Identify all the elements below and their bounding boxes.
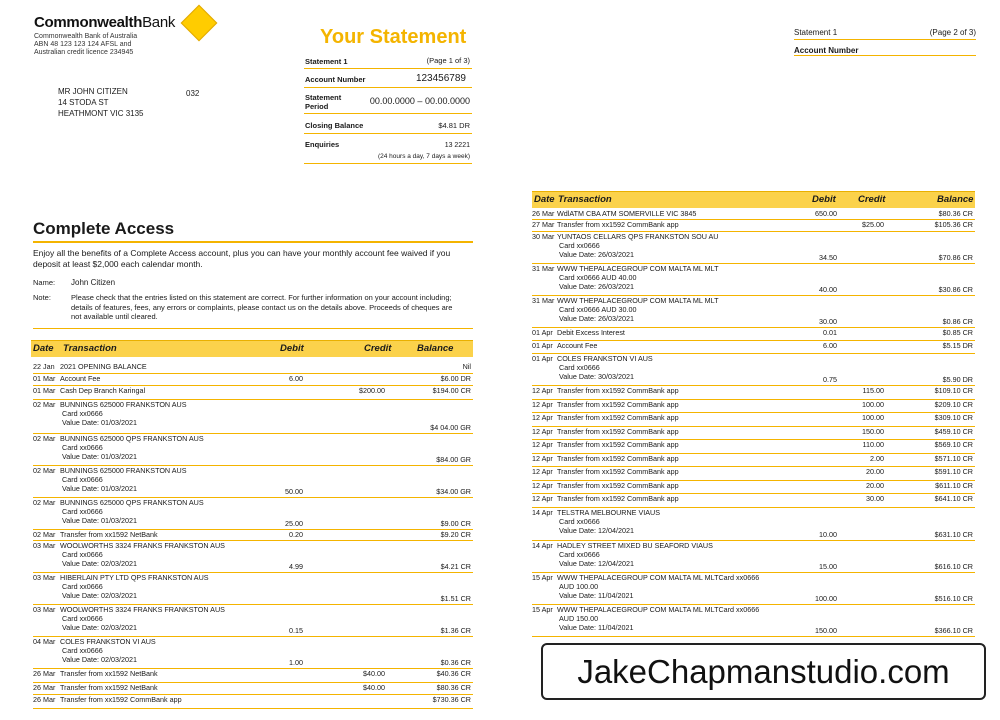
transaction-detail: Card xx0666 [559,550,600,559]
transaction-date: 12 Apr [532,440,553,449]
bank-details [34,33,175,57]
page-indicator: (Page 2 of 3) [929,28,976,37]
transaction-date: 01 Apr [532,328,553,337]
transaction-balance: $309.10 CR [934,413,973,422]
transaction-detail: Value Date: 26/03/2021 [559,314,634,323]
statement-period-value: 00.00.0000 – 00.00.0000 [369,96,470,106]
transaction-balance: $571.10 CR [934,454,973,463]
transaction-description: Transfer from xx1592 CommBank app [557,454,679,463]
watermark: JakeChapmanstudio.com [541,643,986,700]
account-title: Complete Access [33,219,175,238]
transaction-description: Transfer from xx1592 CommBank app [557,494,679,503]
transaction-date: 12 Apr [532,427,553,436]
transaction-date: 02 Mar [33,466,56,475]
transaction-description: Transfer from xx1592 CommBank app [60,695,182,704]
transaction-date: 14 Apr [532,508,553,517]
transaction-detail: Card xx0666 [62,614,103,623]
transaction-description: WWW THEPALACEGROUP COM MALTA ML MLT [557,264,719,273]
transaction-description: TELSTRA MELBOURNE VIAUS [557,508,661,517]
transaction-row [33,466,473,498]
transaction-balance: $1.51 CR [440,594,471,603]
transaction-detail: Value Date: 02/03/2021 [62,559,137,568]
transaction-row [33,683,473,695]
period-label-line: Period [305,102,329,111]
transaction-row [33,573,473,605]
transaction-balance: $0.86 CR [942,317,973,326]
name-label: Name: [33,278,56,287]
transaction-balance: $30.86 CR [938,285,973,294]
transaction-date: 02 Mar [33,400,56,409]
transaction-credit: 150.00 [862,427,884,436]
closing-balance-value: $4.81 DR [438,121,470,130]
transaction-detail: Value Date: 12/04/2021 [559,559,634,568]
transaction-row [33,386,473,400]
transaction-date: 31 Mar [532,296,555,305]
transaction-balance: $9.20 CR [440,530,471,539]
enquiries-row [304,134,472,164]
transaction-balance: $40.36 CR [436,669,471,678]
transaction-debit: 6.00 [823,341,837,350]
header-transaction: Transaction [558,194,612,205]
transaction-debit: 0.01 [823,328,837,337]
header-date: Date [33,343,54,354]
transaction-debit: 0.20 [289,530,303,539]
transaction-balance: $569.10 CR [934,440,973,449]
note-line: not available until cleared. [71,312,158,321]
transaction-balance: $516.10 CR [934,594,973,603]
transaction-description: YUNTAOS CELLARS QPS FRANKSTON SOU AU [557,232,719,241]
transaction-debit: 0.75 [823,375,837,384]
page-indicator: (Page 1 of 3) [426,56,470,65]
transaction-balance: $105.36 CR [934,220,973,229]
transaction-credit: 100.00 [862,413,884,422]
transaction-detail: Value Date: 01/03/2021 [62,484,137,493]
closing-balance-row [304,114,472,134]
transaction-credit: $40.00 [363,669,385,678]
transaction-balance: $6.00 DR [440,374,471,383]
transaction-description: Transfer from xx1592 NetBank [60,683,158,692]
transaction-row [33,637,473,669]
transaction-balance: $34.00 GR [436,487,471,496]
transaction-row [532,400,975,413]
transaction-description: HADLEY STREET MIXED BU SEAFORD VIAUS [557,541,713,550]
transaction-balance: $366.10 CR [934,626,973,635]
page2-header [794,26,976,56]
transaction-date: 12 Apr [532,454,553,463]
name-row [33,278,473,288]
statement-period-label [305,93,341,111]
transaction-description: WOOLWORTHS 3324 FRANKS FRANKSTON AUS [60,605,225,614]
transaction-description: WOOLWORTHS 3324 FRANKS FRANKSTON AUS [60,541,225,550]
transaction-debit: 4.99 [289,562,303,571]
statement-number: Statement 1 [794,28,838,37]
header-balance: Balance [937,194,974,205]
transaction-description: Account Fee [557,341,598,350]
transaction-date: 03 Mar [33,605,56,614]
transaction-date: 01 Apr [532,354,553,363]
transaction-credit: 30.00 [866,494,884,503]
transaction-row [532,481,975,494]
transaction-description: WWW THEPALACEGROUP COM MALTA ML MLTCard xx0666 [557,605,760,614]
transaction-detail: Card xx0666 [62,443,103,452]
transaction-detail: Value Date: 02/03/2021 [62,623,137,632]
transaction-detail: Value Date: 02/03/2021 [62,591,137,600]
transaction-row [33,498,473,530]
transaction-detail: Value Date: 12/04/2021 [559,526,634,535]
transaction-balance: $70.86 CR [938,253,973,262]
address-line: MR JOHN CITIZEN [58,87,128,96]
transaction-balance: $194.00 CR [432,386,471,395]
header-debit: Debit [280,343,304,354]
account-intro: Enjoy all the benefits of a Complete Access account, plus you can have your monthly account fee waived if you deposit at least $2,000 each calendar month. [33,248,451,269]
statement-page-2 [510,0,1000,720]
transaction-credit: $25.00 [862,220,884,229]
transaction-debit: 30.00 [819,317,837,326]
statement-number-row [304,54,472,69]
transaction-row [532,328,975,341]
transaction-credit: 115.00 [862,386,884,395]
transaction-date: 15 Apr [532,573,553,582]
statement-title: Your Statement [320,26,467,48]
note-row [33,293,473,323]
transaction-credit: $200.00 [359,386,385,395]
transaction-description: WWW THEPALACEGROUP COM MALTA ML MLTCard xx0666 [557,573,760,582]
transaction-row [33,362,473,374]
bank-logo-word [34,14,175,31]
transaction-date: 22 Jan [33,362,55,371]
enquiries-hours: (24 hours a day, 7 days a week) [377,153,470,160]
transaction-description: BUNNINGS 625000 QPS FRANKSTON AUS [60,434,204,443]
transaction-debit: 1.00 [289,658,303,667]
transaction-balance: $616.10 CR [934,562,973,571]
transaction-row [532,232,975,264]
header-date: Date [534,194,555,205]
transaction-date: 12 Apr [532,400,553,409]
transaction-date: 15 Apr [532,605,553,614]
transaction-balance: $631.10 CR [934,530,973,539]
transaction-balance: $641.10 CR [934,494,973,503]
transaction-description: BUNNINGS 625000 FRANKSTON AUS [60,466,187,475]
transaction-balance: $459.10 CR [934,427,973,436]
transaction-detail: AUD 150.00 [559,614,599,623]
address-line: 14 STODA ST [58,98,109,107]
transaction-date: 14 Apr [532,541,553,550]
transaction-row [33,374,473,386]
transaction-row [532,508,975,541]
note-line: details of features, fees, any errors or complaints, please contact us on the details above. Proceeds of cheques are [71,302,453,312]
transaction-detail: Card xx0666 [62,582,103,591]
transaction-debit: 650.00 [815,209,837,218]
account-number-row [304,69,472,88]
transaction-detail: Value Date: 01/03/2021 [62,452,137,461]
transaction-date: 12 Apr [532,481,553,490]
transaction-row [33,605,473,637]
transaction-row [532,467,975,481]
transaction-credit: $40.00 [363,683,385,692]
transaction-balance: $611.10 CR [935,481,973,490]
transaction-debit: 40.00 [819,285,837,294]
transaction-detail: Card xx0666 [559,241,600,250]
enquiries-phone: 13 2221 [444,142,470,149]
transaction-row [33,530,473,541]
bank-details-line: ABN 48 123 123 124 AFSL and [34,41,132,48]
transaction-debit: 50.00 [285,487,303,496]
transaction-date: 26 Mar [532,209,555,218]
bank-logo [34,14,175,57]
transaction-debit: 10.00 [819,530,837,539]
transaction-credit: 2.00 [870,454,884,463]
transaction-balance: $84.00 GR [436,455,471,464]
transactions-header [532,191,975,208]
transaction-balance: $4 04.00 GR [430,423,471,432]
transaction-debit: 100.00 [815,594,837,603]
account-number-label: Account Number [305,75,366,84]
transaction-date: 02 Mar [33,530,56,539]
header-debit: Debit [812,194,836,205]
transaction-row [532,264,975,296]
transaction-row [532,440,975,454]
transaction-description: Debit Excess Interest [557,328,625,337]
transaction-date: 04 Mar [33,637,56,646]
header-transaction: Transaction [63,343,117,354]
statement-number: Statement 1 [305,57,348,66]
transaction-detail: Card xx0666 [62,646,103,655]
transaction-description: Transfer from xx1592 CommBank app [557,440,679,449]
transaction-description: BUNNINGS 625000 FRANKSTON AUS [60,400,187,409]
transaction-detail: Value Date: 11/04/2021 [559,591,634,600]
transaction-row [33,669,473,683]
transaction-detail: Card xx0666 [62,507,103,516]
transaction-row [532,573,975,605]
transaction-balance: $1.36 CR [440,626,471,635]
transaction-row [33,434,473,466]
transaction-balance: $9.00 CR [440,519,471,528]
transaction-balance: $209.10 CR [934,400,973,409]
transaction-row [532,494,975,508]
transaction-detail: Card xx0666 [559,517,600,526]
address-line: HEATHMONT VIC 3135 [58,109,144,118]
transaction-balance: $80.36 CR [938,209,973,218]
transaction-detail: Card xx0666 AUD 30.00 [559,305,637,314]
transaction-date: 02 Mar [33,498,56,507]
period-label-line: Statement [305,93,342,102]
transaction-date: 01 Mar [33,374,56,383]
transaction-row [532,209,975,220]
transaction-balance: $5.90 DR [942,375,973,384]
divider [33,328,473,329]
transaction-row [33,400,473,434]
transaction-credit: 20.00 [866,467,884,476]
transaction-debit: 15.00 [819,562,837,571]
transaction-description: COLES FRANKSTON VI AUS [557,354,653,363]
name-value: John Citizen [71,278,116,287]
transaction-debit: 34.50 [819,253,837,262]
transaction-balance: $109.10 CR [934,386,973,395]
transaction-date: 12 Apr [532,386,553,395]
transaction-detail: Value Date: 11/04/2021 [559,623,634,632]
transaction-row [532,220,975,232]
statement-summary-box [304,54,472,164]
page2-statement-row [794,26,976,40]
transaction-description: Transfer from xx1592 CommBank app [557,481,679,490]
transaction-date: 26 Mar [33,683,56,692]
transaction-detail: AUD 100.00 [559,582,599,591]
transaction-detail: Value Date: 26/03/2021 [559,250,634,259]
transaction-description: Transfer from xx1592 NetBank [60,530,158,539]
transaction-date: 31 Mar [532,264,555,273]
note-label: Note: [33,293,51,302]
transaction-debit: 25.00 [285,519,303,528]
transaction-detail: Card xx0666 [62,475,103,484]
account-number-label: Account Number [794,46,859,55]
header-credit: Credit [858,194,886,205]
transaction-detail: Value Date: 02/03/2021 [62,655,137,664]
header-credit: Credit [364,343,392,354]
transaction-description: Transfer from xx1592 NetBank [60,669,158,678]
transaction-description: HIBERLAIN PTY LTD QPS FRANKSTON AUS [60,573,209,582]
transaction-description: Transfer from xx1592 CommBank app [557,467,679,476]
transaction-date: 30 Mar [532,232,555,241]
transaction-balance: $591.10 CR [934,467,973,476]
enquiries-label: Enquiries [305,140,340,149]
closing-balance-label: Closing Balance [305,121,364,130]
transaction-description: Account Fee [60,374,101,383]
logo-word-thin: Bank [142,14,176,31]
account-number-value: 123456789 [415,73,466,84]
transaction-row [532,386,975,400]
page2-account-row [794,42,976,56]
transaction-detail: Card xx0666 [62,409,103,418]
transaction-detail: Card xx0666 [62,550,103,559]
diamond-icon [181,5,218,42]
divider [33,241,473,243]
transaction-description: COLES FRANKSTON VI AUS [60,637,156,646]
transaction-row [33,695,473,709]
transaction-balance: $0.85 CR [942,328,973,337]
transaction-description: Transfer from xx1592 CommBank app [557,386,679,395]
transaction-date: 03 Mar [33,541,56,550]
transaction-detail: Value Date: 01/03/2021 [62,418,137,427]
transaction-detail: Card xx0666 [559,363,600,372]
transaction-description: Transfer from xx1592 CommBank app [557,413,679,422]
transaction-debit: 6.00 [289,374,303,383]
transaction-balance: $80.36 CR [436,683,471,692]
transaction-balance: $4.21 CR [440,562,471,571]
transaction-detail: Value Date: 26/03/2021 [559,282,634,291]
transaction-description: 2021 OPENING BALANCE [60,362,147,371]
transaction-credit: 110.00 [862,440,884,449]
transaction-detail: Value Date: 01/03/2021 [62,516,137,525]
transaction-balance: Nil [462,362,471,371]
logo-word-bold: Commonwealth [34,14,143,31]
transaction-date: 27 Mar [532,220,555,229]
transaction-balance: $5.15 DR [942,341,973,350]
transaction-date: 02 Mar [33,434,56,443]
transaction-detail: Card xx0666 AUD 40.00 [559,273,637,282]
customer-address [58,86,144,119]
transaction-row [532,541,975,573]
transaction-description: WdlATM CBA ATM SOMERVILLE VIC 3845 [557,209,697,218]
bank-details-line: Commonwealth Bank of Australia [34,33,138,40]
transaction-credit: 100.00 [862,400,884,409]
bank-details-line: Australian credit licence 234945 [34,49,134,56]
transaction-date: 12 Apr [532,413,553,422]
transaction-row [532,427,975,440]
address-code: 032 [186,89,200,98]
transaction-description: Transfer from xx1592 CommBank app [557,400,679,409]
transaction-date: 26 Mar [33,695,56,704]
transaction-description: WWW THEPALACEGROUP COM MALTA ML MLT [557,296,719,305]
transaction-credit: 20.00 [866,481,884,490]
transaction-description: BUNNINGS 625000 QPS FRANKSTON AUS [60,498,204,507]
statement-period-row [304,88,472,114]
transaction-balance: $0.36 CR [440,658,471,667]
transaction-debit: 0.15 [289,626,303,635]
transaction-debit: 150.00 [815,626,837,635]
transaction-date: 12 Apr [532,467,553,476]
transaction-balance: $730.36 CR [432,695,471,704]
header-balance: Balance [417,343,454,354]
transaction-row [532,341,975,354]
transaction-row [33,541,473,573]
transaction-date: 01 Apr [532,341,553,350]
transaction-date: 03 Mar [33,573,56,582]
transaction-date: 12 Apr [532,494,553,503]
transaction-row [532,296,975,328]
transaction-row [532,413,975,427]
note-text [71,293,473,322]
transaction-description: Transfer from xx1592 CommBank app [557,220,679,229]
transaction-detail: Value Date: 30/03/2021 [559,372,634,381]
transaction-date: 26 Mar [33,669,56,678]
transaction-description: Transfer from xx1592 CommBank app [557,427,679,436]
note-line: Please check that the entries listed on this statement are correct. For further information on your account including; [71,293,452,302]
transaction-row [532,605,975,637]
transactions-header [31,340,473,357]
transaction-row [532,354,975,386]
transaction-description: Cash Dep Branch Karingal [60,386,146,395]
transaction-date: 01 Mar [33,386,56,395]
transaction-row [532,454,975,467]
